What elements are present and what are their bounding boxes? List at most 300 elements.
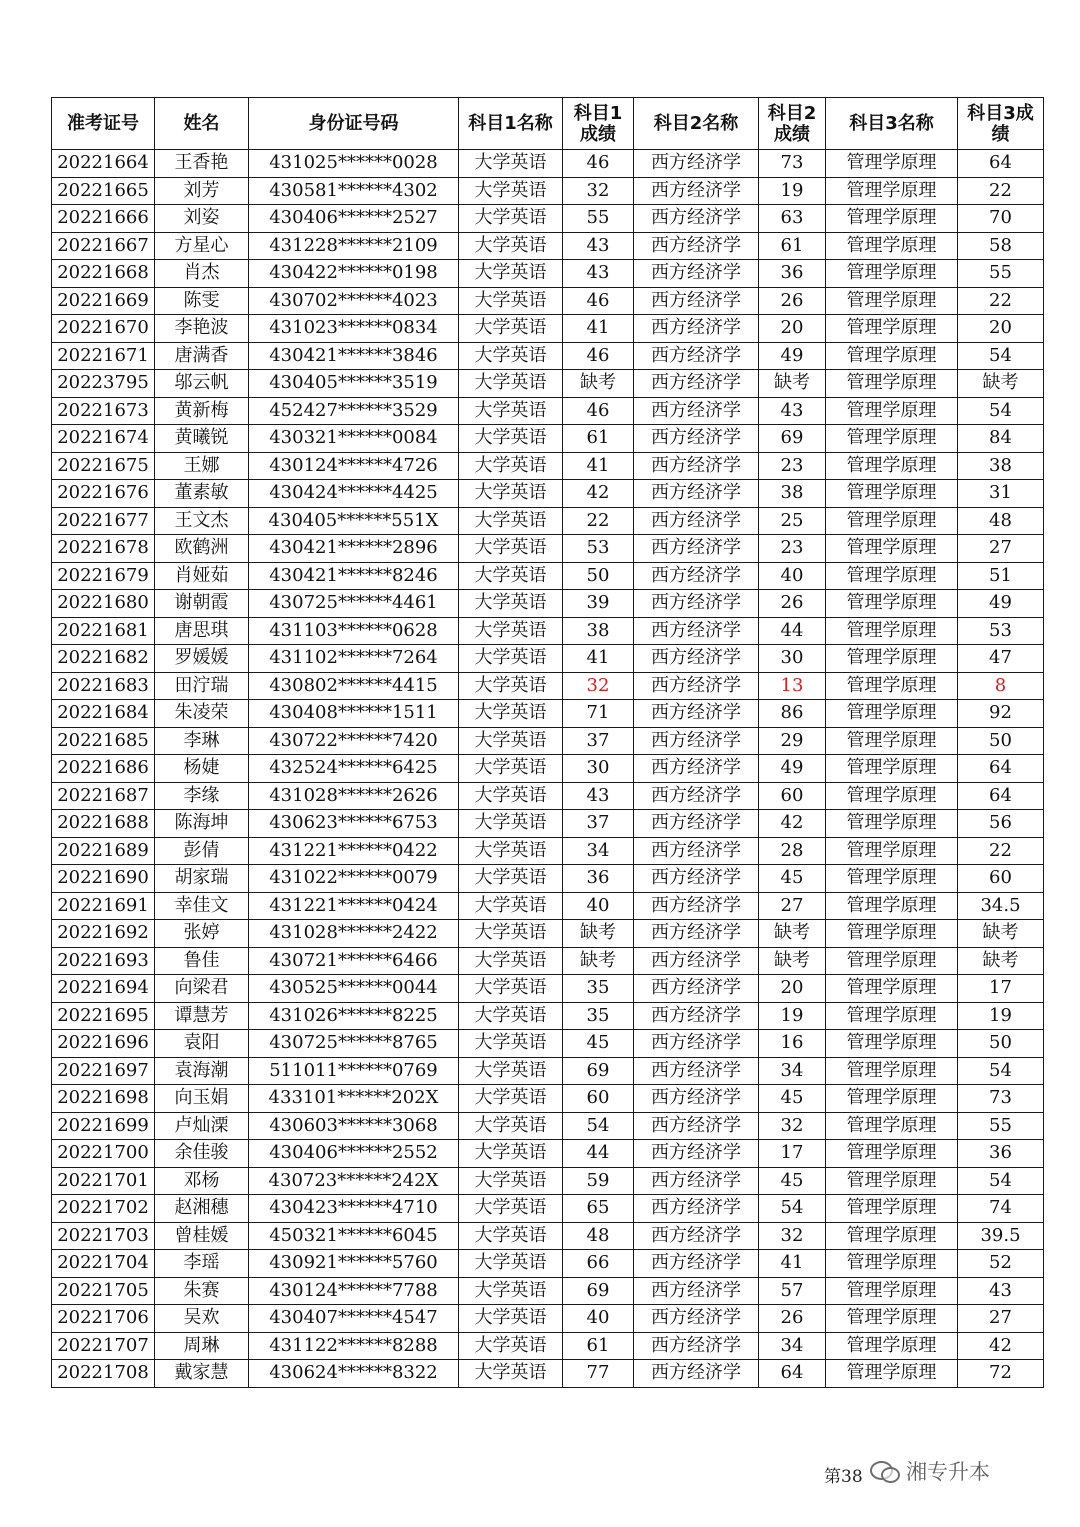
subject2-score-cell: 41 [759,1250,826,1278]
exam-id-cell: 20221705 [52,1277,155,1305]
subject3-name-cell: 管理学原理 [826,975,958,1003]
exam-id-cell: 20221702 [52,1195,155,1223]
subject3-name-cell: 管理学原理 [826,617,958,645]
subject2-name-cell: 西方经济学 [634,425,759,453]
subject2-name-cell: 西方经济学 [634,480,759,508]
table-row [52,177,1044,205]
subject3-name-cell: 管理学原理 [826,562,958,590]
exam-id-cell: 20221684 [52,700,155,728]
header-id-number: 身份证号码 [249,98,459,150]
exam-id-cell: 20221708 [52,1360,155,1388]
subject3-score-cell: 54 [958,1167,1044,1195]
subject3-score-cell: 72 [958,1360,1044,1388]
subject1-name-cell: 大学英语 [459,1332,563,1360]
subject1-name-cell: 大学英语 [459,947,563,975]
exam-id-cell: 20221689 [52,837,155,865]
subject1-score-cell: 34 [563,837,634,865]
subject3-score-cell: 38 [958,452,1044,480]
subject3-score-cell: 92 [958,700,1044,728]
table-row [52,672,1044,700]
subject1-score-cell: 50 [563,562,634,590]
table-row [52,617,1044,645]
table-row [52,975,1044,1003]
table-row [52,370,1044,398]
id-number-cell: 430124******7788 [249,1277,459,1305]
subject2-name-cell: 西方经济学 [634,782,759,810]
subject3-name-cell: 管理学原理 [826,755,958,783]
subject1-score-cell: 41 [563,315,634,343]
id-number-cell: 430603******3068 [249,1112,459,1140]
subject3-name-cell: 管理学原理 [826,480,958,508]
subject2-name-cell: 西方经济学 [634,397,759,425]
name-cell: 李瑶 [155,1250,249,1278]
subject3-name-cell: 管理学原理 [826,535,958,563]
table-row [52,590,1044,618]
id-number-cell: 431028******2422 [249,920,459,948]
name-cell: 吴欢 [155,1305,249,1333]
subject1-name-cell: 大学英语 [459,452,563,480]
subject1-score-cell: 缺考 [563,920,634,948]
subject1-score-cell: 43 [563,232,634,260]
exam-id-cell: 20221671 [52,342,155,370]
table-row [52,1250,1044,1278]
exam-id-cell: 20221697 [52,1057,155,1085]
subject3-name-cell: 管理学原理 [826,287,958,315]
id-number-cell: 431026******8225 [249,1002,459,1030]
exam-id-cell: 20221699 [52,1112,155,1140]
subject3-score-cell: 73 [958,1085,1044,1113]
id-number-cell: 431025******0028 [249,150,459,178]
subject1-name-cell: 大学英语 [459,1277,563,1305]
table-row [52,645,1044,673]
id-number-cell: 430702******4023 [249,287,459,315]
exam-id-cell: 20221678 [52,535,155,563]
subject3-name-cell: 管理学原理 [826,865,958,893]
subject2-name-cell: 西方经济学 [634,1305,759,1333]
name-cell: 朱赛 [155,1277,249,1305]
subject2-score-cell: 27 [759,892,826,920]
subject3-name-cell: 管理学原理 [826,727,958,755]
subject2-name-cell: 西方经济学 [634,1332,759,1360]
subject1-name-cell: 大学英语 [459,810,563,838]
name-cell: 袁海潮 [155,1057,249,1085]
table-row [52,535,1044,563]
id-number-cell: 430624******8322 [249,1360,459,1388]
subject1-name-cell: 大学英语 [459,837,563,865]
exam-id-cell: 20221692 [52,920,155,948]
subject2-score-cell: 60 [759,782,826,810]
id-number-cell: 430421******2896 [249,535,459,563]
subject2-name-cell: 西方经济学 [634,1360,759,1388]
subject3-name-cell: 管理学原理 [826,837,958,865]
subject2-score-cell: 缺考 [759,370,826,398]
id-number-cell: 430421******3846 [249,342,459,370]
name-cell: 唐满香 [155,342,249,370]
subject1-name-cell: 大学英语 [459,205,563,233]
subject1-name-cell: 大学英语 [459,590,563,618]
subject1-score-cell: 69 [563,1057,634,1085]
subject2-score-cell: 69 [759,425,826,453]
name-cell: 王文杰 [155,507,249,535]
exam-id-cell: 20221683 [52,672,155,700]
subject2-name-cell: 西方经济学 [634,1057,759,1085]
table-row [52,480,1044,508]
table-row [52,1332,1044,1360]
name-cell: 田泞瑞 [155,672,249,700]
id-number-cell: 431122******8288 [249,1332,459,1360]
name-cell: 向玉娟 [155,1085,249,1113]
id-number-cell: 430525******0044 [249,975,459,1003]
subject3-score-cell: 47 [958,645,1044,673]
subject2-score-cell: 61 [759,232,826,260]
subject3-score-cell: 54 [958,342,1044,370]
subject1-name-cell: 大学英语 [459,755,563,783]
subject1-name-cell: 大学英语 [459,1167,563,1195]
subject1-score-cell: 35 [563,1002,634,1030]
exam-id-cell: 20221677 [52,507,155,535]
subject3-name-cell: 管理学原理 [826,1305,958,1333]
id-number-cell: 430423******4710 [249,1195,459,1223]
table-row [52,810,1044,838]
exam-id-cell: 20221687 [52,782,155,810]
subject2-score-cell: 缺考 [759,947,826,975]
table-row [52,782,1044,810]
subject3-name-cell: 管理学原理 [826,1277,958,1305]
subject1-name-cell: 大学英语 [459,727,563,755]
subject3-name-cell: 管理学原理 [826,260,958,288]
subject3-score-cell: 55 [958,1112,1044,1140]
id-number-cell: 431103******0628 [249,617,459,645]
name-cell: 谢朝霞 [155,590,249,618]
id-number-cell: 431028******2626 [249,782,459,810]
subject2-name-cell: 西方经济学 [634,507,759,535]
table-row [52,700,1044,728]
subject3-name-cell: 管理学原理 [826,205,958,233]
subject1-score-cell: 41 [563,452,634,480]
subject2-name-cell: 西方经济学 [634,315,759,343]
id-number-cell: 430421******8246 [249,562,459,590]
subject2-score-cell: 23 [759,535,826,563]
id-number-cell: 511011******0769 [249,1057,459,1085]
subject3-score-cell: 27 [958,1305,1044,1333]
header-exam-id: 准考证号 [52,98,155,150]
subject1-name-cell: 大学英语 [459,700,563,728]
name-cell: 杨婕 [155,755,249,783]
id-number-cell: 430721******6466 [249,947,459,975]
exam-id-cell: 20221690 [52,865,155,893]
subject1-score-cell: 37 [563,810,634,838]
subject2-score-cell: 45 [759,865,826,893]
name-cell: 陈雯 [155,287,249,315]
subject1-score-cell: 32 [563,177,634,205]
subject3-score-cell: 51 [958,562,1044,590]
subject1-score-cell: 32 [563,672,634,700]
subject3-score-cell: 49 [958,590,1044,618]
subject3-name-cell: 管理学原理 [826,947,958,975]
name-cell: 胡家瑞 [155,865,249,893]
subject2-name-cell: 西方经济学 [634,645,759,673]
table-row [52,287,1044,315]
table-row [52,205,1044,233]
subject1-name-cell: 大学英语 [459,507,563,535]
table-row [52,1002,1044,1030]
subject3-score-cell: 缺考 [958,947,1044,975]
table-row [52,1195,1044,1223]
subject2-name-cell: 西方经济学 [634,1002,759,1030]
table-row [52,260,1044,288]
table-row [52,397,1044,425]
subject1-name-cell: 大学英语 [459,1140,563,1168]
subject3-name-cell: 管理学原理 [826,1030,958,1058]
name-cell: 余佳骏 [155,1140,249,1168]
exam-id-cell: 20221682 [52,645,155,673]
subject2-score-cell: 28 [759,837,826,865]
subject2-score-cell: 49 [759,755,826,783]
exam-id-cell: 20221701 [52,1167,155,1195]
subject1-name-cell: 大学英语 [459,535,563,563]
subject1-score-cell: 42 [563,480,634,508]
subject3-name-cell: 管理学原理 [826,150,958,178]
subject2-name-cell: 西方经济学 [634,1085,759,1113]
subject1-name-cell: 大学英语 [459,1085,563,1113]
subject3-score-cell: 19 [958,1002,1044,1030]
subject2-score-cell: 73 [759,150,826,178]
subject1-score-cell: 40 [563,892,634,920]
exam-id-cell: 20221698 [52,1085,155,1113]
name-cell: 朱凌荣 [155,700,249,728]
exam-id-cell: 20221703 [52,1222,155,1250]
subject2-name-cell: 西方经济学 [634,1030,759,1058]
subject3-score-cell: 74 [958,1195,1044,1223]
table-row [52,1140,1044,1168]
subject1-name-cell: 大学英语 [459,782,563,810]
id-number-cell: 431022******0079 [249,865,459,893]
subject2-name-cell: 西方经济学 [634,1140,759,1168]
name-cell: 幸佳文 [155,892,249,920]
subject2-name-cell: 西方经济学 [634,920,759,948]
subject2-name-cell: 西方经济学 [634,260,759,288]
subject3-score-cell: 54 [958,397,1044,425]
exam-id-cell: 20221669 [52,287,155,315]
score-table [51,97,1044,1388]
subject2-name-cell: 西方经济学 [634,150,759,178]
subject2-name-cell: 西方经济学 [634,232,759,260]
name-cell: 谭慧芳 [155,1002,249,1030]
name-cell: 鲁佳 [155,947,249,975]
subject2-score-cell: 34 [759,1332,826,1360]
subject1-name-cell: 大学英语 [459,370,563,398]
exam-id-cell: 20223795 [52,370,155,398]
name-cell: 向梁君 [155,975,249,1003]
name-cell: 肖娅茹 [155,562,249,590]
subject1-name-cell: 大学英语 [459,1222,563,1250]
exam-id-cell: 20221668 [52,260,155,288]
exam-id-cell: 20221676 [52,480,155,508]
table-row [52,232,1044,260]
subject1-name-cell: 大学英语 [459,645,563,673]
subject1-score-cell: 39 [563,590,634,618]
id-number-cell: 450321******6045 [249,1222,459,1250]
subject1-score-cell: 40 [563,1305,634,1333]
subject2-score-cell: 45 [759,1167,826,1195]
subject2-score-cell: 26 [759,1305,826,1333]
watermark [870,1456,990,1486]
subject1-score-cell: 缺考 [563,947,634,975]
subject3-name-cell: 管理学原理 [826,1057,958,1085]
subject1-name-cell: 大学英语 [459,150,563,178]
table-row [52,562,1044,590]
subject2-score-cell: 16 [759,1030,826,1058]
id-number-cell: 430406******2552 [249,1140,459,1168]
table-row [52,947,1044,975]
subject1-score-cell: 65 [563,1195,634,1223]
subject2-score-cell: 34 [759,1057,826,1085]
subject3-name-cell: 管理学原理 [826,892,958,920]
subject3-name-cell: 管理学原理 [826,1222,958,1250]
subject2-score-cell: 13 [759,672,826,700]
name-cell: 刘姿 [155,205,249,233]
subject2-name-cell: 西方经济学 [634,1222,759,1250]
name-cell: 曾桂媛 [155,1222,249,1250]
subject1-name-cell: 大学英语 [459,342,563,370]
name-cell: 李艳波 [155,315,249,343]
id-number-cell: 430722******7420 [249,727,459,755]
table-row [52,865,1044,893]
subject3-score-cell: 64 [958,782,1044,810]
subject3-score-cell: 27 [958,535,1044,563]
table-row [52,755,1044,783]
subject1-score-cell: 61 [563,1332,634,1360]
id-number-cell: 432524******6425 [249,755,459,783]
subject2-name-cell: 西方经济学 [634,342,759,370]
id-number-cell: 431221******0422 [249,837,459,865]
subject1-score-cell: 43 [563,260,634,288]
exam-id-cell: 20221707 [52,1332,155,1360]
subject2-score-cell: 19 [759,1002,826,1030]
subject2-name-cell: 西方经济学 [634,1195,759,1223]
subject1-name-cell: 大学英语 [459,892,563,920]
subject1-name-cell: 大学英语 [459,1195,563,1223]
subject1-name-cell: 大学英语 [459,1030,563,1058]
subject2-score-cell: 26 [759,287,826,315]
subject1-name-cell: 大学英语 [459,1057,563,1085]
subject3-score-cell: 70 [958,205,1044,233]
name-cell: 王娜 [155,452,249,480]
name-cell: 黄新梅 [155,397,249,425]
subject2-name-cell: 西方经济学 [634,535,759,563]
id-number-cell: 430623******6753 [249,810,459,838]
subject3-score-cell: 22 [958,837,1044,865]
subject1-score-cell: 38 [563,617,634,645]
name-cell: 邓杨 [155,1167,249,1195]
id-number-cell: 433101******202X [249,1085,459,1113]
subject2-score-cell: 17 [759,1140,826,1168]
subject2-score-cell: 30 [759,645,826,673]
table-row [52,1277,1044,1305]
subject3-name-cell: 管理学原理 [826,370,958,398]
subject3-score-cell: 17 [958,975,1044,1003]
subject1-score-cell: 59 [563,1167,634,1195]
name-cell: 欧鹤洲 [155,535,249,563]
subject2-score-cell: 32 [759,1112,826,1140]
subject2-score-cell: 23 [759,452,826,480]
subject1-name-cell: 大学英语 [459,315,563,343]
subject1-score-cell: 46 [563,397,634,425]
id-number-cell: 430405******551X [249,507,459,535]
table-row [52,1057,1044,1085]
header-subject2-score: 科目2 成绩 [759,98,826,150]
table-row [52,1305,1044,1333]
exam-id-cell: 20221674 [52,425,155,453]
table-row [52,315,1044,343]
subject3-name-cell: 管理学原理 [826,232,958,260]
exam-id-cell: 20221680 [52,590,155,618]
subject2-name-cell: 西方经济学 [634,865,759,893]
subject3-name-cell: 管理学原理 [826,590,958,618]
subject1-name-cell: 大学英语 [459,480,563,508]
header-subject2-name: 科目2名称 [634,98,759,150]
id-number-cell: 430406******2527 [249,205,459,233]
subject1-name-cell: 大学英语 [459,260,563,288]
subject3-score-cell: 20 [958,315,1044,343]
exam-id-cell: 20221700 [52,1140,155,1168]
id-number-cell: 430725******4461 [249,590,459,618]
subject1-score-cell: 61 [563,425,634,453]
subject2-score-cell: 29 [759,727,826,755]
subject3-score-cell: 22 [958,177,1044,205]
subject3-name-cell: 管理学原理 [826,810,958,838]
table-row [52,150,1044,178]
subject1-name-cell: 大学英语 [459,975,563,1003]
subject3-name-cell: 管理学原理 [826,507,958,535]
id-number-cell: 430407******4547 [249,1305,459,1333]
subject1-name-cell: 大学英语 [459,672,563,700]
id-number-cell: 431023******0834 [249,315,459,343]
exam-id-cell: 20221679 [52,562,155,590]
subject2-score-cell: 25 [759,507,826,535]
subject2-name-cell: 西方经济学 [634,562,759,590]
subject2-name-cell: 西方经济学 [634,205,759,233]
subject3-name-cell: 管理学原理 [826,452,958,480]
name-cell: 黄曦锐 [155,425,249,453]
subject1-score-cell: 22 [563,507,634,535]
subject1-name-cell: 大学英语 [459,1305,563,1333]
subject3-score-cell: 8 [958,672,1044,700]
subject3-score-cell: 36 [958,1140,1044,1168]
table-row [52,892,1044,920]
subject3-name-cell: 管理学原理 [826,1360,958,1388]
exam-id-cell: 20221670 [52,315,155,343]
table-row [52,837,1044,865]
table-row [52,342,1044,370]
subject2-score-cell: 32 [759,1222,826,1250]
subject3-score-cell: 53 [958,617,1044,645]
subject3-score-cell: 64 [958,150,1044,178]
subject1-name-cell: 大学英语 [459,177,563,205]
id-number-cell: 430802******4415 [249,672,459,700]
id-number-cell: 430124******4726 [249,452,459,480]
subject1-score-cell: 71 [563,700,634,728]
subject1-name-cell: 大学英语 [459,562,563,590]
name-cell: 卢灿溧 [155,1112,249,1140]
subject1-score-cell: 44 [563,1140,634,1168]
exam-id-cell: 20221673 [52,397,155,425]
subject3-score-cell: 31 [958,480,1044,508]
name-cell: 彭倩 [155,837,249,865]
subject2-name-cell: 西方经济学 [634,755,759,783]
subject1-name-cell: 大学英语 [459,1360,563,1388]
subject1-score-cell: 缺考 [563,370,634,398]
